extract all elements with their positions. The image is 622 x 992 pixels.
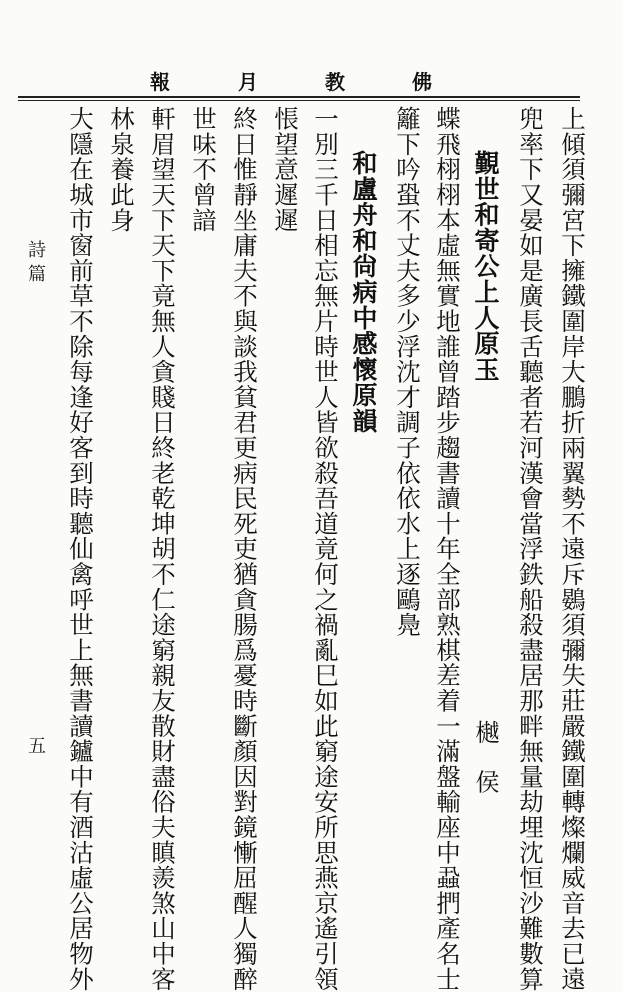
poem-column-1: 上傾須彌宮下擁鐵圍岸大鵬折兩翼勢不遠斥鷃須彌失莊嚴鐵圍轉燦爛威音去已遠	[558, 106, 587, 992]
header-rule	[18, 96, 580, 98]
page-number: 五	[25, 736, 46, 754]
poem-column-13: 大隱在城市窗前草不除每逢好客到時聽仙禽呼世上無書讀鑪中有酒沽虛公居物外	[66, 106, 95, 992]
poem-column-10: 世味不曾諳	[189, 106, 218, 233]
poem-column-8: 悵望意遲遲	[271, 106, 300, 233]
poem-column-12: 林泉養此身	[107, 106, 136, 233]
poem-column-2: 兜率下又晏如是廣長舌聽者若河漢會當浮鉄船殺盡居那畔無量劫埋沈恒沙難數算	[516, 106, 545, 992]
header-char-1: 佛	[412, 70, 432, 94]
poem-title-2: 和盧舟和尙病中感懷原韻	[349, 150, 378, 434]
poem-author-1: 樾 侯	[471, 720, 499, 795]
header-rule-thin	[18, 100, 580, 101]
header-char-2: 教	[325, 70, 345, 94]
poem-column-9: 終日惟靜坐庸夫不與談我貧君更病民死吏猶貪腸爲憂時斷顏因對鏡慚屈醒人獨醉	[230, 106, 259, 992]
poem-column-4: 蝶飛栩栩本虛無實地誰曾踏步趨書讀十年全部熟棋差着一滿盤輸座中蝨捫產名士	[433, 106, 462, 992]
poem-column-5: 籬下吟蛩不丈夫多少浮沈才調子依依水上逐鷗鳧	[393, 106, 422, 638]
poem-title-1: 覲世和寄公上人原玉	[471, 150, 500, 383]
section-label: 詩篇	[25, 240, 46, 288]
poem-column-7: 一別三千日相忘無片時世人皆欲殺吾道竟何之禍亂巳如此窮途安所思燕京遙引領	[311, 106, 340, 992]
running-header	[150, 66, 480, 94]
header-char-4: 報	[150, 70, 170, 94]
header-char-3: 月	[238, 70, 258, 94]
poem-column-11: 軒眉望天下天下竟無人貪賤日終老乾坤胡不仁途窮親友散財盡俗夫瞋羨煞山中客	[148, 106, 177, 992]
